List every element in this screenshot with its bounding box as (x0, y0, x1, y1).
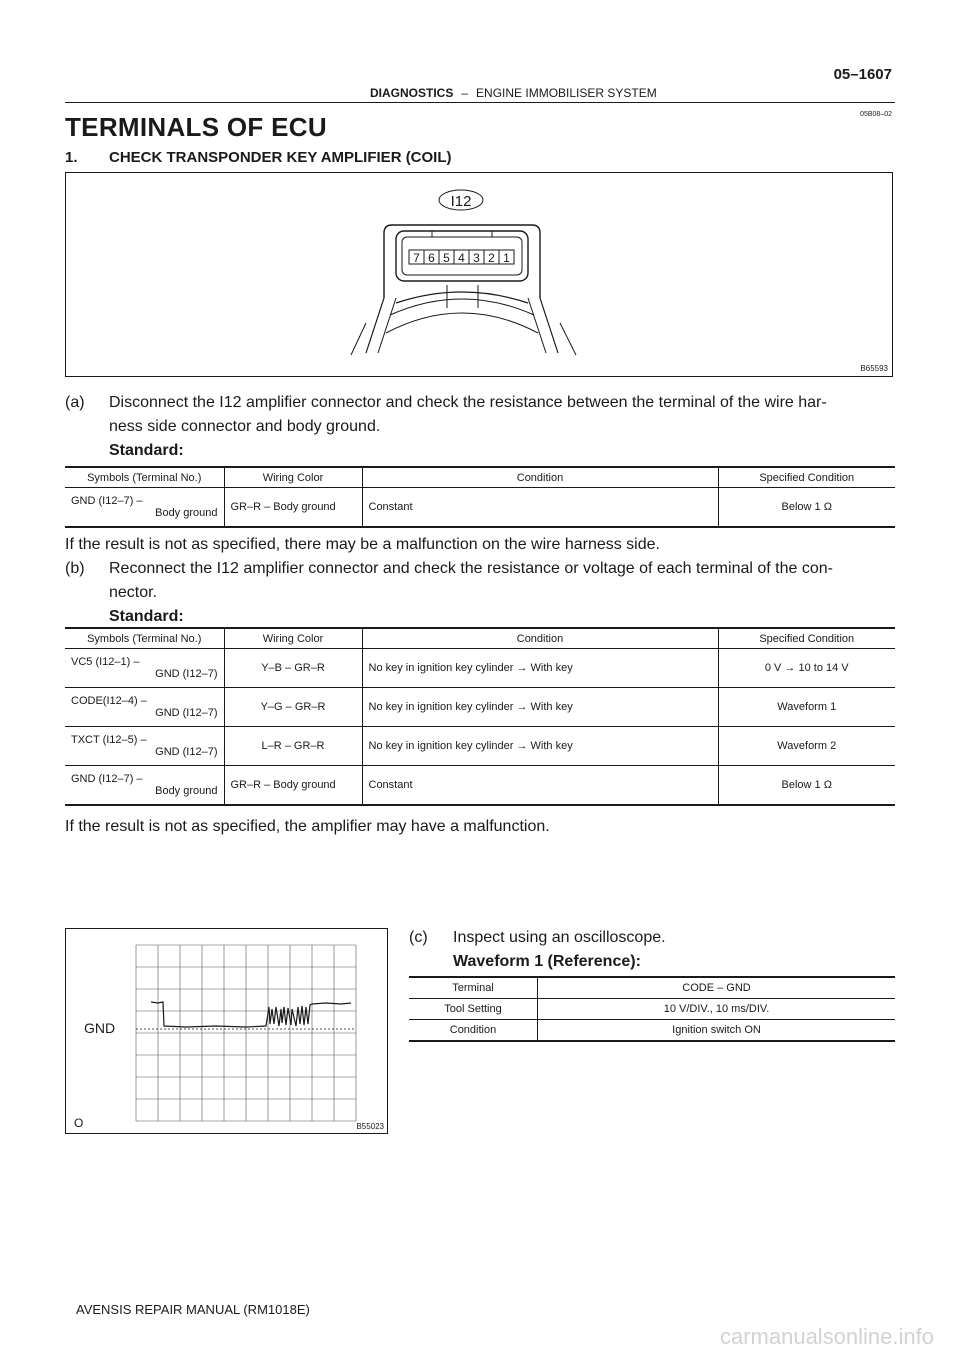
table-row (65, 649, 895, 688)
doc-code: 05B08–02 (860, 111, 892, 118)
condition-cell: No key in ignition key cylinder → With key (362, 727, 718, 766)
col-header: Symbols (Terminal No.) (65, 467, 224, 488)
step-b-line1: Reconnect the I12 amplifier connector and check the resistance or voltage of each terminal of the con- (109, 560, 833, 577)
table-row (409, 999, 895, 1020)
table-row (65, 688, 895, 727)
table-row (409, 977, 895, 999)
col-header: Wiring Color (224, 628, 362, 649)
symbol-cell (65, 727, 224, 766)
connector-drawing (66, 173, 894, 378)
step-b-paragraph (65, 557, 895, 629)
step-b-label: (b) (65, 560, 85, 577)
origin-label: O (74, 1116, 84, 1130)
step-a-line1: Disconnect the I12 amplifier connector and check the resistance between the terminal of the wire har- (109, 394, 827, 411)
step-a-paragraph (65, 391, 895, 463)
wiring-color-cell: GR–R – Body ground (224, 488, 362, 528)
symbol-line1: GND (I12–7) – (71, 773, 143, 785)
step-c-paragraph (409, 926, 666, 974)
symbol-line2: GND (I12–7) (155, 746, 218, 758)
wf-value: CODE – GND (538, 977, 896, 999)
symbol-line2: GND (I12–7) (155, 707, 218, 719)
pin-number: 5 (443, 251, 450, 265)
figure1-code: B65593 (860, 364, 888, 373)
spec-cell: Waveform 1 (718, 688, 895, 727)
symbol-cell (65, 488, 224, 528)
pin-row (409, 250, 514, 265)
symbol-line1: GND (I12–7) – (71, 495, 143, 507)
header-subsection: ENGINE IMMOBILISER SYSTEM (476, 86, 657, 100)
symbol-line2: Body ground (155, 507, 218, 519)
oscilloscope-figure (65, 928, 388, 1134)
watermark: carmanualsonline.info (719, 1324, 934, 1349)
table-row (65, 727, 895, 766)
table-row (65, 488, 895, 528)
step-a-standard: Standard: (109, 442, 184, 459)
col-header: Condition (362, 628, 718, 649)
result-a: If the result is not as specified, there may be a malfunction on the wire harness side. (65, 536, 660, 553)
pin-number: 2 (488, 251, 495, 265)
col-header: Symbols (Terminal No.) (65, 628, 224, 649)
waveform-figure-code: B55023 (356, 1122, 384, 1131)
waveform-table (409, 976, 895, 1042)
oscilloscope-drawing (66, 929, 389, 1135)
running-header (370, 86, 657, 100)
connector-label: I12 (450, 193, 472, 210)
step-1-text: CHECK TRANSPONDER KEY AMPLIFIER (COIL) (109, 149, 452, 166)
symbol-line1: TXCT (I12–5) – (71, 734, 147, 746)
col-header: Specified Condition (718, 467, 895, 488)
spec-table-1 (65, 466, 895, 528)
oscilloscope-grid (136, 945, 356, 1121)
spec-cell: Waveform 2 (718, 727, 895, 766)
table-row (409, 1020, 895, 1042)
wiring-color-cell: GR–R – Body ground (224, 766, 362, 806)
page-number: 05–1607 (833, 66, 892, 83)
col-header: Condition (362, 467, 718, 488)
footer-text: AVENSIS REPAIR MANUAL (RM1018E) (76, 1302, 310, 1317)
page-title: TERMINALS OF ECU (65, 112, 327, 142)
wf-label: Terminal (409, 977, 538, 999)
pin-number: 1 (503, 251, 510, 265)
symbol-line2: GND (I12–7) (155, 668, 218, 680)
symbol-line1: CODE(I12–4) – (71, 695, 147, 707)
wf-value: Ignition switch ON (538, 1020, 896, 1042)
condition-cell: No key in ignition key cylinder → With key (362, 688, 718, 727)
symbol-cell (65, 688, 224, 727)
condition-cell: No key in ignition key cylinder → With key (362, 649, 718, 688)
waveform-title: Waveform 1 (Reference): (453, 953, 641, 970)
symbol-cell (65, 649, 224, 688)
spec-cell: Below 1 Ω (718, 766, 895, 806)
step-b-standard: Standard: (109, 608, 184, 625)
symbol-line1: VC5 (I12–1) – (71, 656, 140, 668)
header-rule (65, 102, 895, 103)
table-header-row (65, 467, 895, 488)
header-dash: – (461, 86, 469, 100)
wiring-color-cell: Y–G – GR–R (224, 688, 362, 727)
table-header-row (65, 628, 895, 649)
pin-number: 6 (428, 251, 435, 265)
step-a-line2: ness side connector and body ground. (109, 418, 381, 435)
waveform-trace (151, 1002, 351, 1027)
table-row (65, 766, 895, 806)
pin-number: 7 (413, 251, 420, 265)
gnd-label: GND (84, 1020, 116, 1036)
symbol-line2: Body ground (155, 785, 218, 797)
spec-table-2 (65, 627, 895, 806)
condition-cell: Constant (362, 488, 718, 528)
spec-cell: Below 1 Ω (718, 488, 895, 528)
header-section: DIAGNOSTICS (370, 86, 454, 100)
wf-label: Tool Setting (409, 999, 538, 1020)
wf-label: Condition (409, 1020, 538, 1042)
step-c-text: Inspect using an oscilloscope. (453, 929, 666, 946)
wiring-color-cell: L–R – GR–R (224, 727, 362, 766)
step-c-label: (c) (409, 929, 428, 946)
col-header: Wiring Color (224, 467, 362, 488)
wf-value: 10 V/DIV., 10 ms/DIV. (538, 999, 896, 1020)
col-header: Specified Condition (718, 628, 895, 649)
spec-cell: 0 V → 10 to 14 V (718, 649, 895, 688)
pin-number: 3 (473, 251, 480, 265)
step-1-heading (65, 149, 452, 166)
step-a-label: (a) (65, 394, 85, 411)
step-b-line2: nector. (109, 584, 158, 601)
step-1-number: 1. (65, 149, 78, 166)
result-b: If the result is not as specified, the amplifier may have a malfunction. (65, 818, 550, 835)
symbol-cell (65, 766, 224, 806)
wiring-color-cell: Y–B – GR–R (224, 649, 362, 688)
pin-number: 4 (458, 251, 465, 265)
connector-figure (65, 172, 893, 377)
condition-cell: Constant (362, 766, 718, 806)
